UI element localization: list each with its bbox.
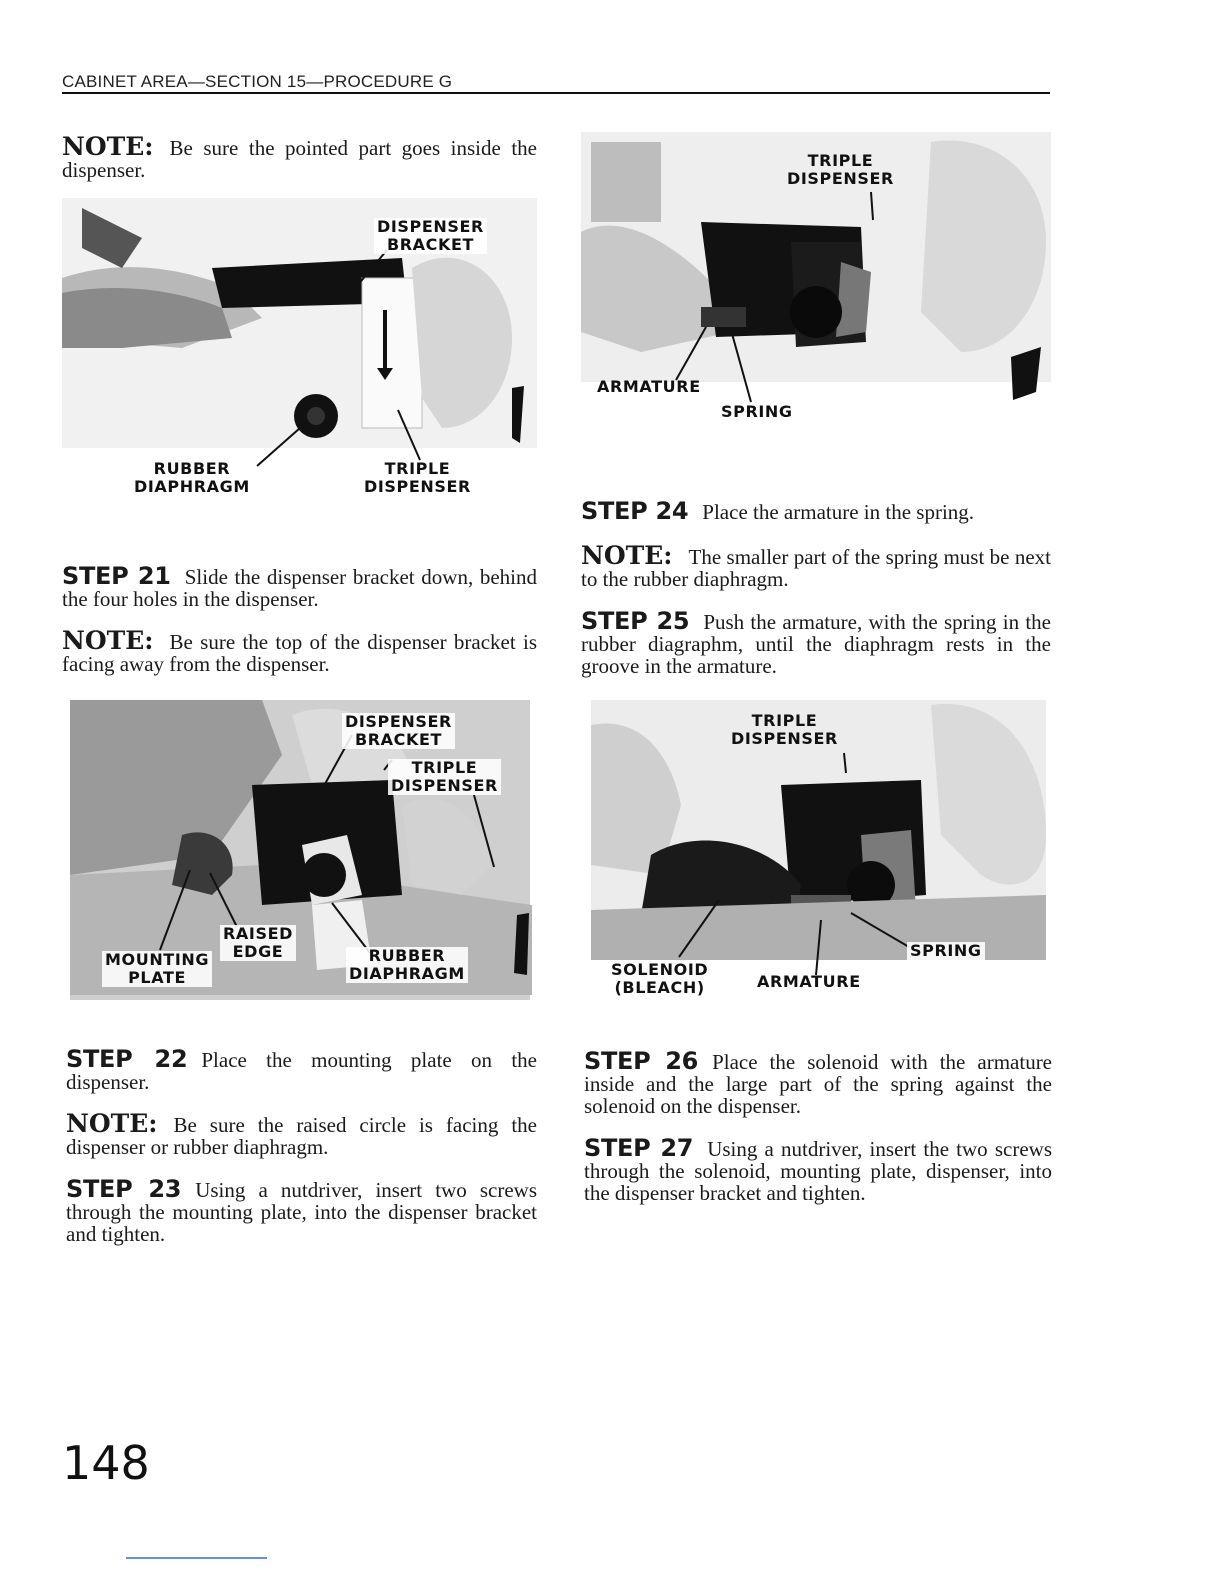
step-label: STEP 23 <box>66 1175 182 1203</box>
step-24 <box>581 497 1051 525</box>
label-triple-dispenser: TRIPLE DISPENSER <box>364 459 471 496</box>
note-spring-orientation <box>581 541 1051 591</box>
note-text: Be sure the raised circle is facing the dispenser or rubber diaphragm. <box>66 1113 537 1159</box>
step-21 <box>62 562 538 611</box>
note-label: NOTE: <box>581 541 673 570</box>
note-raised-circle <box>66 1109 537 1159</box>
footer-line <box>126 1557 267 1559</box>
label-armature: ARMATURE <box>757 972 861 991</box>
note-pointed-part <box>62 132 537 182</box>
photo-armature-spring <box>581 132 1051 432</box>
step-26 <box>584 1047 1053 1118</box>
step-label: STEP 27 <box>584 1134 694 1162</box>
label-rubber-diaphragm: RUBBER DIAPHRAGM <box>346 947 468 983</box>
note-text: Be sure the top of the dispenser bracket is facing away from the dispenser. <box>62 630 537 676</box>
step-text: Place the armature in the spring. <box>702 500 975 524</box>
step-text: Push the armature, with the spring in the rubber diagraphm, until the diaphragm rests in the groove in the armature. <box>581 610 1051 678</box>
page-number: 148 <box>62 1436 150 1490</box>
note-text: Be sure the pointed part goes inside the dispenser. <box>62 136 537 182</box>
photo-dispenser-bracket <box>62 198 537 498</box>
running-header: CABINET AREA—SECTION 15—PROCEDURE G <box>62 72 453 91</box>
photo-solenoid <box>581 695 1051 1005</box>
label-spring: SPRING <box>721 402 793 421</box>
step-25 <box>581 607 1051 678</box>
step-text: Place the solenoid with the armature inside and the large part of the spring against the solenoid on the dispenser. <box>584 1050 1053 1118</box>
label-solenoid: SOLENOID (BLEACH) <box>611 960 709 997</box>
note-label: NOTE: <box>66 1109 158 1138</box>
step-27 <box>584 1134 1052 1205</box>
label-triple-dispenser: TRIPLE DISPENSER <box>388 759 501 795</box>
step-22 <box>66 1045 537 1094</box>
note-bracket-orientation <box>62 626 537 676</box>
label-rubber-diaphragm: RUBBER DIAPHRAGM <box>134 459 250 496</box>
label-armature: ARMATURE <box>597 377 701 396</box>
step-label: STEP 21 <box>62 562 171 590</box>
label-triple-dispenser: TRIPLE DISPENSER <box>731 711 838 748</box>
label-triple-dispenser: TRIPLE DISPENSER <box>787 151 894 188</box>
note-label: NOTE: <box>62 626 154 655</box>
step-label: STEP 25 <box>581 607 690 635</box>
step-text: Place the mounting plate on the dispenser. <box>66 1048 537 1094</box>
step-label: STEP 22 <box>66 1045 188 1073</box>
step-text: Using a nutdriver, insert two screws through the mounting plate, into the dispenser bracket and tighten. <box>66 1178 538 1246</box>
note-label: NOTE: <box>62 132 154 161</box>
header-rule <box>62 92 1050 94</box>
step-label: STEP 24 <box>581 497 689 525</box>
step-23 <box>66 1175 538 1246</box>
step-text: Slide the dispenser bracket down, behind the four holes in the dispenser. <box>62 565 538 611</box>
label-mounting-plate: MOUNTING PLATE <box>102 951 212 987</box>
step-text: Using a nutdriver, insert the two screws through the solenoid, mounting plate, dispenser, into the dispenser bracket and tighten. <box>584 1137 1052 1205</box>
label-raised-edge: RAISED EDGE <box>220 925 296 961</box>
label-spring: SPRING <box>907 942 985 960</box>
label-dispenser-bracket: DISPENSER BRACKET <box>374 218 487 254</box>
note-text: The smaller part of the spring must be next to the rubber diaphragm. <box>581 545 1051 591</box>
photo-mounting-plate <box>62 695 537 1020</box>
label-dispenser-bracket: DISPENSER BRACKET <box>342 713 455 749</box>
step-label: STEP 26 <box>584 1047 699 1075</box>
